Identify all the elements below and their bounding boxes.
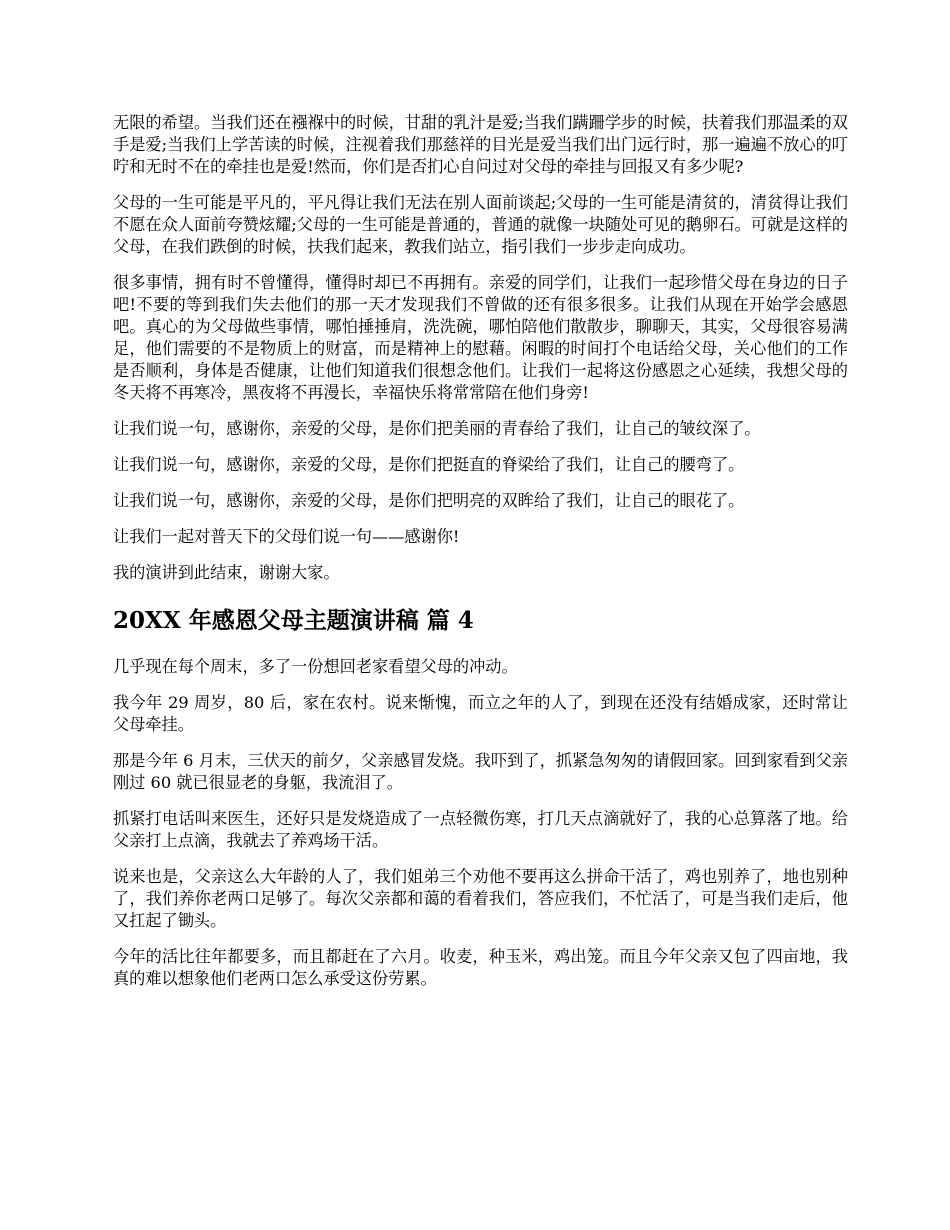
paragraph-cherish-parents: 很多事情，拥有时不曾懂得，懂得时却已不再拥有。亲爱的同学们，让我们一起珍惜父母在身边的日子吧!不要的等到我们失去他们的那一天才发现我们不曾做的还有很多很多。让我们从现在开始学会感恩吧。真心的为父母做些事情，哪怕捶捶肩，洗洗碗，哪怕陪他们散散步，聊聊天，其实，父母很容易满足，他们需要的不是物质上的财富，而是精神上的慰藉。闲暇的时间打个电话给父母，关心他们的工作是否顺利，身体是否健康，让他们知道我们很想念他们。让我们一起将这份感恩之心延续，我想父母的冬天将不再寒冷，黑夜将不再漫长，幸福快乐将常常陪在他们身旁! <box>113 273 848 402</box>
paragraph-thanks-youth: 让我们说一句，感谢你，亲爱的父母，是你们把美丽的青春给了我们，让自己的皱纹深了。 <box>113 419 761 438</box>
paragraph-love-memories: 无限的希望。当我们还在襁褓中的时候，甘甜的乳汁是爱;当我们蹒跚学步的时候，扶着我们那温柔的双手是爱;当我们上学苦读的时候，注视着我们那慈祥的目光是爱当我们出门远行时，那一遍遍不放心的叮咛和无时不在的牵挂也是爱!然而，你们是否扪心自问过对父母的牵挂与回报又有多少呢? <box>113 113 848 176</box>
paragraph-thanks-all: 让我们一起对普天下的父母们说一句——感谢你! <box>113 527 460 546</box>
paragraph-closing: 我的演讲到此结束，谢谢大家。 <box>113 563 340 582</box>
paragraph-busy-june: 今年的活比往年都要多，而且都赶在了六月。收麦，种玉米，鸡出笼。而且今年父亲又包了四亩地，我真的难以想象他们老两口怎么承受这份劳累。 <box>113 947 848 988</box>
paragraph-fever: 那是今年 6 月末，三伏天的前夕，父亲感冒发烧。我吓到了，抓紧急匆匆的请假回家。回到家看到父亲刚过 60 就已很显老的身躯，我流泪了。 <box>113 751 848 792</box>
document-page <box>113 112 848 1004</box>
paragraph-weekend: 几乎现在每个周末，多了一份想回老家看望父母的冲动。 <box>113 657 518 676</box>
paragraph-thanks-spine: 让我们说一句，感谢你，亲爱的父母，是你们把挺直的脊梁给了我们，让自己的腰弯了。 <box>113 455 745 474</box>
paragraph-thanks-eyes: 让我们说一句，感谢你，亲爱的父母，是你们把明亮的双眸给了我们，让自己的眼花了。 <box>113 491 745 510</box>
paragraph-father-work: 说来也是，父亲这么大年龄的人了，我们姐弟三个劝他不要再这么拼命干活了，鸡也别养了，地也别种了，我们养你老两口足够了。每次父亲都和蔼的看着我们，答应我们，不忙活了，可是当我们走后，他又扛起了锄头。 <box>113 867 848 930</box>
paragraph-ordinary-parents: 父母的一生可能是平凡的，平凡得让我们无法在别人面前谈起;父母的一生可能是清贫的，清贫得让我们不愿在众人面前夸赞炫耀;父母的一生可能是普通的，普通的就像一块随处可见的鹅卵石。可就是这样的父母，在我们跌倒的时候，扶我们起来，教我们站立，指引我们一步步走向成功。 <box>113 193 848 256</box>
paragraph-doctor: 抓紧打电话叫来医生，还好只是发烧造成了一点轻微伤寒，打几天点滴就好了，我的心总算落了地。给父亲打上点滴，我就去了养鸡场干活。 <box>113 809 848 850</box>
paragraph-age: 我今年 29 周岁，80 后，家在农村。说来惭愧，而立之年的人了，到现在还没有结婚成家，还时常让父母牵挂。 <box>113 693 848 734</box>
section-heading: 20XX 年感恩父母主题演讲稿 篇 4 <box>113 607 474 634</box>
